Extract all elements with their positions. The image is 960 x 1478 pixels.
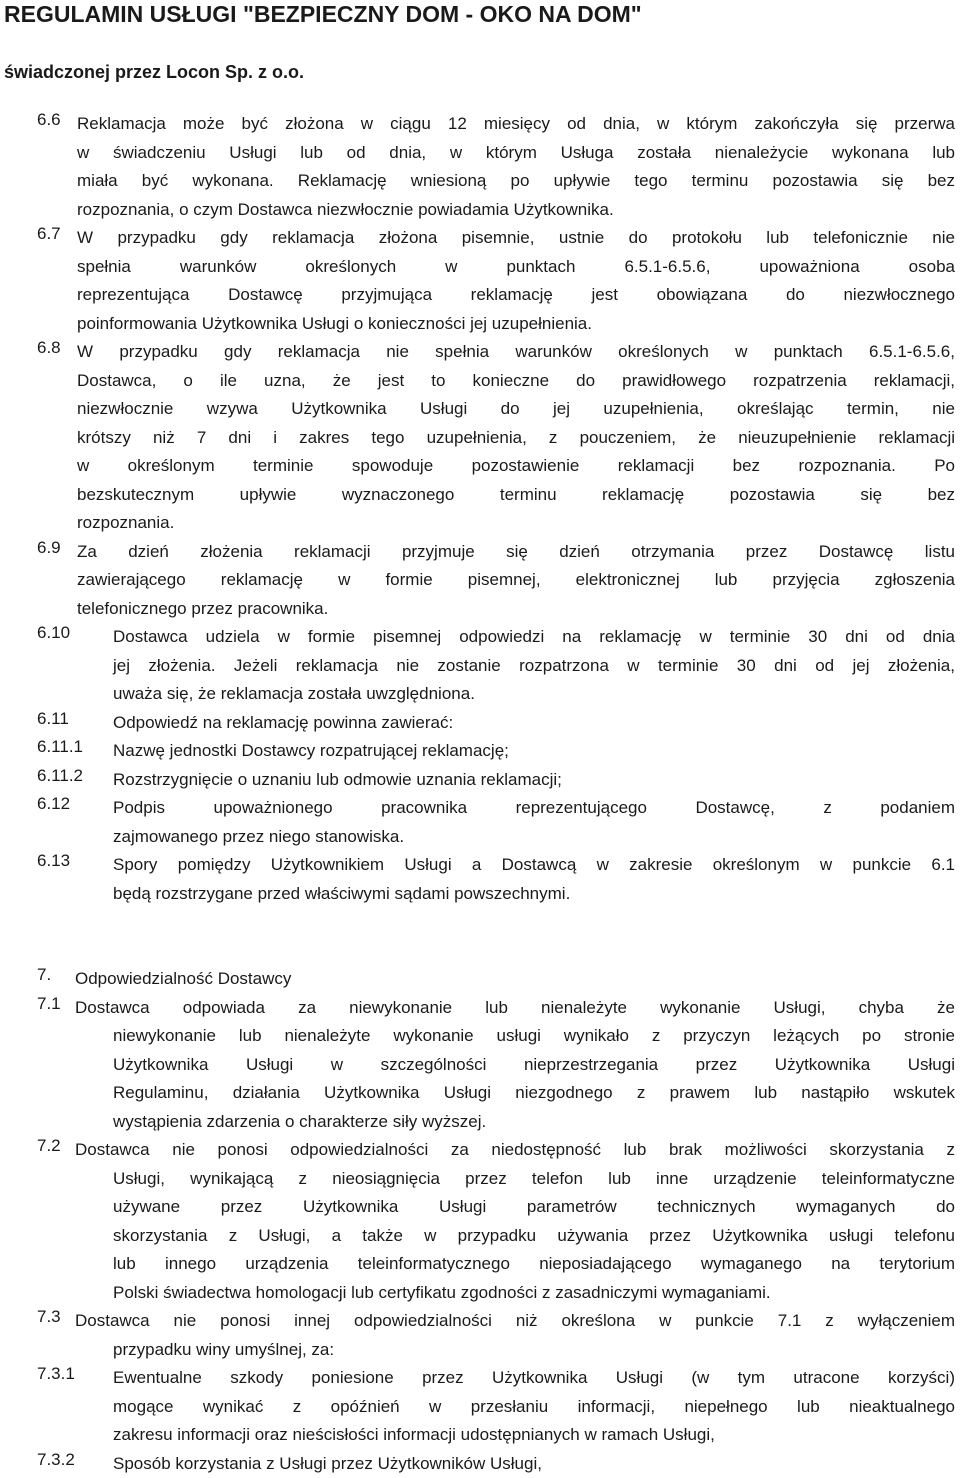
paragraph-line: W przypadku gdy reklamacja złożona pisemnie, ustnie do protokołu lub telefonicznie nie — [37, 224, 955, 253]
paragraph-line: lub innego urządzenia teleinformatycznego nieposiadającego wymaganego na terytorium — [37, 1250, 955, 1279]
paragraph-line: skorzystania z Usługi, a także w przypadku używania przez Użytkownika usługi telefonu — [37, 1222, 955, 1251]
paragraph-7-1 — [37, 994, 955, 1137]
paragraph-line: wystąpienia zdarzenia o charakterze siły wyższej. — [37, 1108, 955, 1137]
paragraph-6-9 — [37, 538, 955, 624]
paragraph-line: Reklamacja może być złożona w ciągu 12 miesięcy od dnia, w którym zakończyła się przerwa — [37, 110, 955, 139]
section-gap — [37, 908, 955, 965]
paragraph-number: 6.9 — [37, 538, 61, 558]
paragraph-line: Podpis upoważnionego pracownika reprezentującego Dostawcę, z podaniem — [37, 794, 955, 823]
paragraph-line: niezwłocznie wzywa Użytkownika Usługi do jej uzupełnienia, określając termin, nie — [37, 395, 955, 424]
paragraph-6-7 — [37, 224, 955, 338]
paragraph-line: niewykonanie lub nienależyte wykonanie usługi wynikało z przyczyn leżących po stronie — [37, 1022, 955, 1051]
paragraph-number: 7.1 — [37, 994, 61, 1014]
paragraph-6-11-1 — [37, 737, 955, 766]
paragraph-number: 7. — [37, 965, 51, 985]
paragraph-line: Użytkownika Usługi w szczególności nieprzestrzegania przez Użytkownika Usługi — [37, 1051, 955, 1080]
paragraph-number: 7.3 — [37, 1307, 61, 1327]
paragraph-line: Dostawca, o ile uzna, że jest to konieczne do prawidłowego rozpatrzenia reklamacji, — [37, 367, 955, 396]
paragraph-line: bezskutecznym upływie wyznaczonego terminu reklamację pozostawia się bez — [37, 481, 955, 510]
paragraph-line: zakresu informacji oraz nieścisłości informacji udostępnianych w ramach Usługi, — [37, 1421, 955, 1450]
paragraph-number: 7.3.2 — [37, 1450, 75, 1470]
paragraph-number: 6.8 — [37, 338, 61, 358]
paragraph-6-6 — [37, 110, 955, 224]
paragraph-line: Dostawca nie ponosi innej odpowiedzialności niż określona w punkcie 7.1 z wyłączeniem — [37, 1307, 955, 1336]
paragraph-line: zajmowanego przez niego stanowiska. — [37, 823, 955, 852]
paragraph-line: przypadku winy umyślnej, za: — [37, 1336, 955, 1365]
paragraph-line: spełnia warunków określonych w punktach 6.5.1-6.5.6, upoważniona osoba — [37, 253, 955, 282]
paragraph-number: 6.6 — [37, 110, 61, 130]
regulation-body — [37, 110, 955, 1478]
paragraph-line: Regulaminu, działania Użytkownika Usługi niezgodnego z prawem lub nastąpiło wskutek — [37, 1079, 955, 1108]
paragraph-line: Dostawca udziela w formie pisemnej odpowiedzi na reklamację w terminie 30 dni od dnia — [37, 623, 955, 652]
paragraph-number: 6.10 — [37, 623, 70, 643]
paragraph-line: Odpowiedzialność Dostawcy — [37, 965, 955, 994]
paragraph-line: Za dzień złożenia reklamacji przyjmuje się dzień otrzymania przez Dostawcę listu — [37, 538, 955, 567]
paragraph-line: mogące wynikać z opóźnień w przesłaniu informacji, niepełnego lub nieaktualnego — [37, 1393, 955, 1422]
paragraph-line: Dostawca odpowiada za niewykonanie lub nienależyte wykonanie Usługi, chyba że — [37, 994, 955, 1023]
paragraph-line: Usługi, wynikającą z nieosiągnięcia przez telefon lub inne urządzenie teleinformatyczne — [37, 1165, 955, 1194]
paragraph-6-8 — [37, 338, 955, 538]
paragraph-7-3-2 — [37, 1450, 955, 1478]
paragraph-number: 7.3.1 — [37, 1364, 75, 1384]
document-title: REGULAMIN USŁUGI "BEZPIECZNY DOM - OKO NA DOM" — [4, 0, 642, 28]
paragraph-number: 6.13 — [37, 851, 70, 871]
paragraph-7-3-1 — [37, 1364, 955, 1450]
paragraph-line: Dostawca nie ponosi odpowiedzialności za niedostępność lub brak możliwości skorzystania z — [37, 1136, 955, 1165]
paragraph-line: zawierającego reklamację w formie pisemnej, elektronicznej lub przyjęcia zgłoszenia — [37, 566, 955, 595]
paragraph-number: 6.11.2 — [37, 766, 83, 786]
paragraph-line: rozpoznania. — [37, 509, 955, 538]
paragraph-line: Spory pomiędzy Użytkownikiem Usługi a Dostawcą w zakresie określonym w punkcie 6.1 — [37, 851, 955, 880]
paragraph-number: 6.7 — [37, 224, 61, 244]
paragraph-line: Nazwę jednostki Dostawcy rozpatrującej reklamację; — [37, 737, 955, 766]
paragraph-line: telefonicznego przez pracownika. — [37, 595, 955, 624]
paragraph-7 — [37, 965, 955, 994]
paragraph-6-13 — [37, 851, 955, 908]
paragraph-line: będą rozstrzygane przed właściwymi sądami powszechnymi. — [37, 880, 955, 909]
document-subtitle: świadczonej przez Locon Sp. z o.o. — [4, 60, 304, 84]
paragraph-line: Polski świadectwa homologacji lub certyfikatu zgodności z zasadniczymi wymaganiami. — [37, 1279, 955, 1308]
paragraph-7-3 — [37, 1307, 955, 1364]
paragraph-line: jej złożenia. Jeżeli reklamacja nie zostanie rozpatrzona w terminie 30 dni od jej złożenia, — [37, 652, 955, 681]
paragraph-line: miała być wykonana. Reklamację wniesioną po upływie tego terminu pozostawia się bez — [37, 167, 955, 196]
paragraph-line: Ewentualne szkody poniesione przez Użytkownika Usługi (w tym utracone korzyści) — [37, 1364, 955, 1393]
paragraph-number: 6.11 — [37, 709, 69, 729]
paragraph-line: w świadczeniu Usługi lub od dnia, w którym Usługa została nienależycie wykonana lub — [37, 139, 955, 168]
paragraph-6-10 — [37, 623, 955, 709]
paragraph-line: rozpoznania, o czym Dostawca niezwłocznie powiadamia Użytkownika. — [37, 196, 955, 225]
paragraph-number: 7.2 — [37, 1136, 61, 1156]
paragraph-line: Odpowiedź na reklamację powinna zawierać: — [37, 709, 955, 738]
paragraph-number: 6.11.1 — [37, 737, 83, 757]
paragraph-line: poinformowania Użytkownika Usługi o konieczności jej uzupełnienia. — [37, 310, 955, 339]
paragraph-line: uważa się, że reklamacja została uwzględniona. — [37, 680, 955, 709]
paragraph-6-11 — [37, 709, 955, 738]
paragraph-line: reprezentująca Dostawcę przyjmująca reklamację jest obowiązana do niezwłocznego — [37, 281, 955, 310]
paragraph-number: 6.12 — [37, 794, 70, 814]
paragraph-line: Sposób korzystania z Usługi przez Użytkowników Usługi, — [37, 1450, 955, 1478]
paragraph-line: używane przez Użytkownika Usługi parametrów technicznych wymaganych do — [37, 1193, 955, 1222]
paragraph-6-12 — [37, 794, 955, 851]
paragraph-line: w określonym terminie spowoduje pozostawienie reklamacji bez rozpoznania. Po — [37, 452, 955, 481]
paragraph-line: W przypadku gdy reklamacja nie spełnia warunków określonych w punktach 6.5.1-6.5.6, — [37, 338, 955, 367]
paragraph-line: krótszy niż 7 dni i zakres tego uzupełnienia, z pouczeniem, że nieuzupełnienie reklamacji — [37, 424, 955, 453]
paragraph-7-2 — [37, 1136, 955, 1307]
paragraph-6-11-2 — [37, 766, 955, 795]
paragraph-line: Rozstrzygnięcie o uznaniu lub odmowie uznania reklamacji; — [37, 766, 955, 795]
